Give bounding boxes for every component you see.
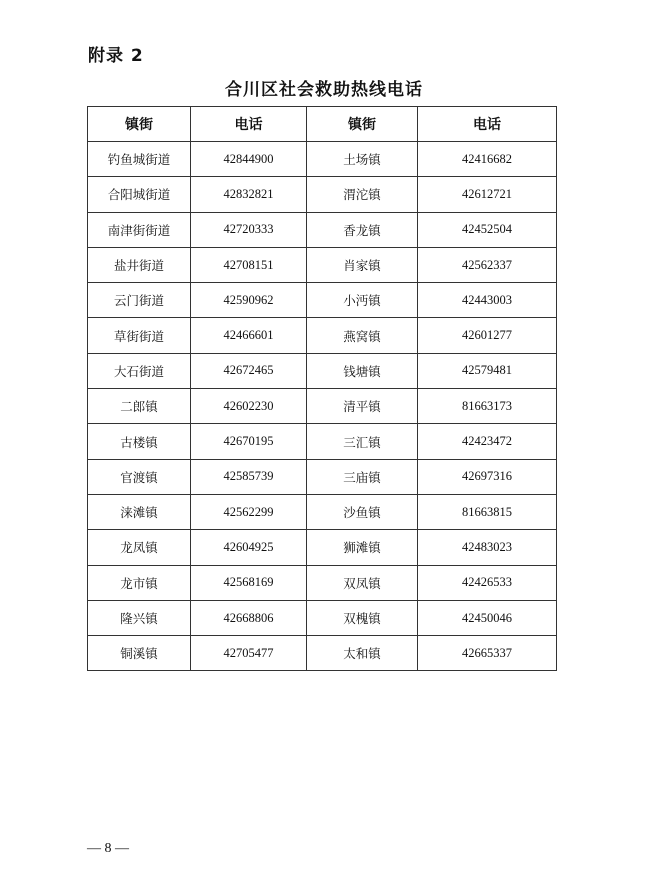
town-cell: 三庙镇 [307, 459, 418, 494]
table-row [88, 600, 557, 635]
town-cell: 大石街道 [88, 353, 191, 388]
town-cell: 合阳城街道 [88, 177, 191, 212]
phone-cell: 42579481 [418, 353, 557, 388]
phone-cell: 42844900 [191, 142, 307, 177]
phone-cell: 42450046 [418, 600, 557, 635]
phone-cell: 42670195 [191, 424, 307, 459]
town-cell: 涞滩镇 [88, 494, 191, 529]
town-cell: 草街街道 [88, 318, 191, 353]
table-header-row [88, 107, 557, 142]
town-cell: 龙市镇 [88, 565, 191, 600]
phone-cell: 42602230 [191, 389, 307, 424]
document-title: 合川区社会救助热线电话 [225, 80, 423, 100]
phone-cell: 42665337 [418, 636, 557, 671]
table-row [88, 389, 557, 424]
phone-cell: 42423472 [418, 424, 557, 459]
town-cell: 肖家镇 [307, 247, 418, 282]
town-cell: 沙鱼镇 [307, 494, 418, 529]
phone-cell: 42604925 [191, 530, 307, 565]
header-phone: 电话 [191, 107, 307, 142]
town-cell: 双凤镇 [307, 565, 418, 600]
town-cell: 三汇镇 [307, 424, 418, 459]
town-cell: 盐井街道 [88, 247, 191, 282]
town-cell: 钱塘镇 [307, 353, 418, 388]
town-cell: 二郎镇 [88, 389, 191, 424]
phone-cell: 81663173 [418, 389, 557, 424]
phone-cell: 42568169 [191, 565, 307, 600]
table-row [88, 212, 557, 247]
table-row [88, 283, 557, 318]
phone-cell: 42832821 [191, 177, 307, 212]
town-cell: 狮滩镇 [307, 530, 418, 565]
appendix-label: 附录 2 [88, 46, 144, 66]
table-row [88, 318, 557, 353]
phone-cell: 42585739 [191, 459, 307, 494]
table-row [88, 565, 557, 600]
phone-cell: 42443003 [418, 283, 557, 318]
phone-cell: 42466601 [191, 318, 307, 353]
header-phone: 电话 [418, 107, 557, 142]
phone-cell: 42708151 [191, 247, 307, 282]
table-row [88, 247, 557, 282]
town-cell: 龙凤镇 [88, 530, 191, 565]
town-cell: 土场镇 [307, 142, 418, 177]
table-row [88, 142, 557, 177]
town-cell: 钓鱼城街道 [88, 142, 191, 177]
town-cell: 双槐镇 [307, 600, 418, 635]
town-cell: 渭沱镇 [307, 177, 418, 212]
phone-cell: 42672465 [191, 353, 307, 388]
hotline-table [87, 106, 557, 671]
phone-cell: 42697316 [418, 459, 557, 494]
page-number: — 8 — [87, 841, 129, 856]
phone-cell: 42483023 [418, 530, 557, 565]
table-row [88, 353, 557, 388]
table-row [88, 636, 557, 671]
phone-cell: 42426533 [418, 565, 557, 600]
phone-cell: 42601277 [418, 318, 557, 353]
table-row [88, 424, 557, 459]
phone-cell: 42452504 [418, 212, 557, 247]
town-cell: 南津街街道 [88, 212, 191, 247]
town-cell: 清平镇 [307, 389, 418, 424]
town-cell: 燕窝镇 [307, 318, 418, 353]
phone-cell: 81663815 [418, 494, 557, 529]
phone-cell: 42416682 [418, 142, 557, 177]
table-row [88, 177, 557, 212]
table-row [88, 494, 557, 529]
phone-cell: 42720333 [191, 212, 307, 247]
phone-cell: 42590962 [191, 283, 307, 318]
town-cell: 官渡镇 [88, 459, 191, 494]
table-row [88, 459, 557, 494]
town-cell: 隆兴镇 [88, 600, 191, 635]
phone-cell: 42668806 [191, 600, 307, 635]
phone-cell: 42562337 [418, 247, 557, 282]
town-cell: 小沔镇 [307, 283, 418, 318]
town-cell: 铜溪镇 [88, 636, 191, 671]
phone-cell: 42705477 [191, 636, 307, 671]
town-cell: 古楼镇 [88, 424, 191, 459]
phone-cell: 42562299 [191, 494, 307, 529]
town-cell: 香龙镇 [307, 212, 418, 247]
header-town: 镇街 [88, 107, 191, 142]
town-cell: 太和镇 [307, 636, 418, 671]
header-town: 镇街 [307, 107, 418, 142]
table-row [88, 530, 557, 565]
town-cell: 云门街道 [88, 283, 191, 318]
phone-cell: 42612721 [418, 177, 557, 212]
